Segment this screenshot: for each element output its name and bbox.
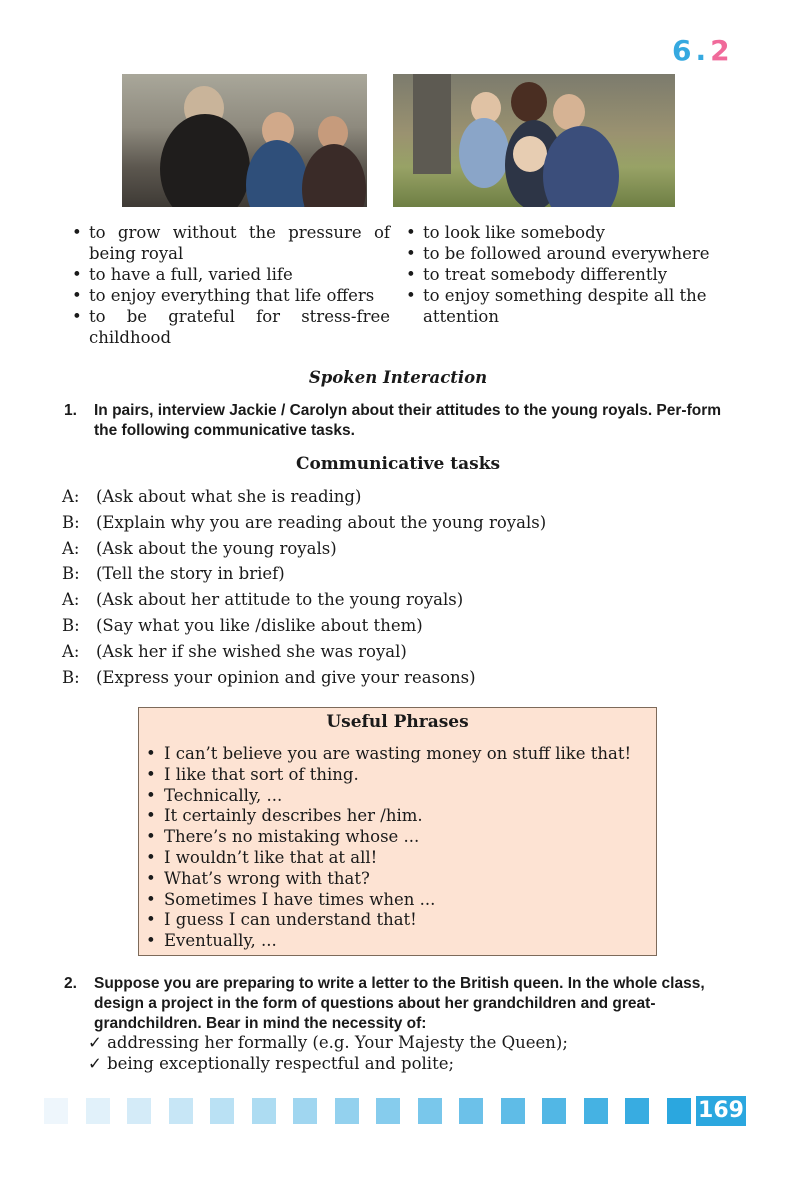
decor-square: [376, 1098, 400, 1124]
vocabulary-list-right: [406, 222, 728, 327]
dialogue-line: [62, 587, 546, 613]
dialogue-text: (Tell the story in brief): [96, 564, 285, 584]
vocabulary-list-left: [72, 222, 390, 348]
list-item: • to enjoy something despite all the attention: [406, 285, 728, 327]
decor-square: [293, 1098, 317, 1124]
section-number: 6.2: [672, 34, 734, 67]
decor-square: [210, 1098, 234, 1124]
checklist: [88, 1032, 568, 1074]
section-title: Spoken Interaction: [308, 368, 488, 387]
decor-square: [542, 1098, 566, 1124]
useful-phrases-title: Useful Phrases: [326, 712, 469, 732]
list-item: • Eventually, ...: [146, 931, 656, 952]
dialogue-line: [62, 536, 546, 562]
footer-decoration: [44, 1098, 696, 1124]
list-item: • to have a full, varied life: [72, 264, 390, 285]
checklist-item: ✓ being exceptionally respectful and polite;: [88, 1054, 455, 1073]
list-item: • to be followed around everywhere: [406, 243, 728, 264]
decor-square: [667, 1098, 691, 1124]
speaker-label: A:: [62, 590, 80, 610]
dialogue-line: [62, 639, 546, 665]
decor-square: [459, 1098, 483, 1124]
dialogue-line: [62, 561, 546, 587]
decor-square: [252, 1098, 276, 1124]
task-1: [64, 401, 734, 441]
list-item: • I like that sort of thing.: [146, 765, 656, 786]
decor-square: [625, 1098, 649, 1124]
dialogue-line: [62, 484, 546, 510]
checklist-item: ✓ addressing her formally (e.g. Your Majesty the Queen);: [88, 1033, 568, 1052]
decor-square: [335, 1098, 359, 1124]
dialogue-lines: [62, 484, 546, 690]
dialogue-text: (Say what you like /dislike about them): [96, 615, 423, 635]
list-item: • to enjoy everything that life offers: [72, 285, 390, 306]
list-item: • I guess I can understand that!: [146, 910, 656, 931]
speaker-label: B:: [62, 615, 80, 635]
check-icon: ✓: [88, 1054, 108, 1073]
communicative-tasks-title: Communicative tasks: [295, 454, 501, 474]
dialogue-line: [62, 510, 546, 536]
task-number: 2.: [64, 975, 77, 992]
speaker-label: A:: [62, 641, 80, 661]
decor-square: [127, 1098, 151, 1124]
task-text: Suppose you are preparing to write a letter to the British queen. In the whole class, design a project in the form of questions about her grandchildren and great-grandchildren. Bear in mind the necessity of:: [94, 975, 705, 1032]
task-text: In pairs, interview Jackie / Carolyn about their attitudes to the young royals. Per-form the following communicative tasks.: [94, 402, 722, 439]
list-item: • I wouldn’t like that at all!: [146, 848, 656, 869]
decor-square: [86, 1098, 110, 1124]
task-number: 1.: [64, 402, 77, 419]
decor-square: [501, 1098, 525, 1124]
dialogue-line: [62, 665, 546, 691]
list-item: • Sometimes I have times when ...: [146, 890, 656, 911]
dialogue-text: (Express your opinion and give your reasons): [96, 667, 476, 687]
page-number: 169: [696, 1096, 746, 1126]
useful-phrases-box: [138, 707, 657, 956]
task-2: [64, 974, 734, 1034]
list-item: • I can’t believe you are wasting money on stuff like that!: [146, 744, 656, 765]
decor-square: [44, 1098, 68, 1124]
speaker-label: B:: [62, 564, 80, 584]
list-item: • to look like somebody: [406, 222, 728, 243]
decor-square: [169, 1098, 193, 1124]
speaker-label: A:: [62, 538, 80, 558]
speaker-label: B:: [62, 512, 80, 532]
photo-diana-sons: [122, 74, 367, 207]
speaker-label: A:: [62, 487, 80, 506]
dialogue-text: (Ask about her attitude to the young royals): [96, 590, 464, 610]
list-item: • to treat somebody differently: [406, 264, 728, 285]
speaker-label: B:: [62, 667, 80, 687]
dialogue-text: (Ask about the young royals): [96, 538, 337, 558]
decor-square: [584, 1098, 608, 1124]
list-item: • Technically, ...: [146, 786, 656, 807]
list-item: • There’s no mistaking whose ...: [146, 827, 656, 848]
check-icon: ✓: [88, 1033, 108, 1052]
list-item: • What’s wrong with that?: [146, 869, 656, 890]
dialogue-text: (Ask about what she is reading): [96, 487, 362, 506]
dialogue-line: [62, 613, 546, 639]
list-item: • to grow without the pressure of being royal: [72, 222, 390, 264]
photo-royal-family: [393, 74, 675, 207]
decor-square: [418, 1098, 442, 1124]
dialogue-text: (Explain why you are reading about the young royals): [96, 512, 547, 532]
list-item: • It certainly describes her /him.: [146, 806, 656, 827]
list-item: • to be grateful for stress-free childhood: [72, 306, 390, 348]
dialogue-text: (Ask her if she wished she was royal): [96, 641, 407, 661]
